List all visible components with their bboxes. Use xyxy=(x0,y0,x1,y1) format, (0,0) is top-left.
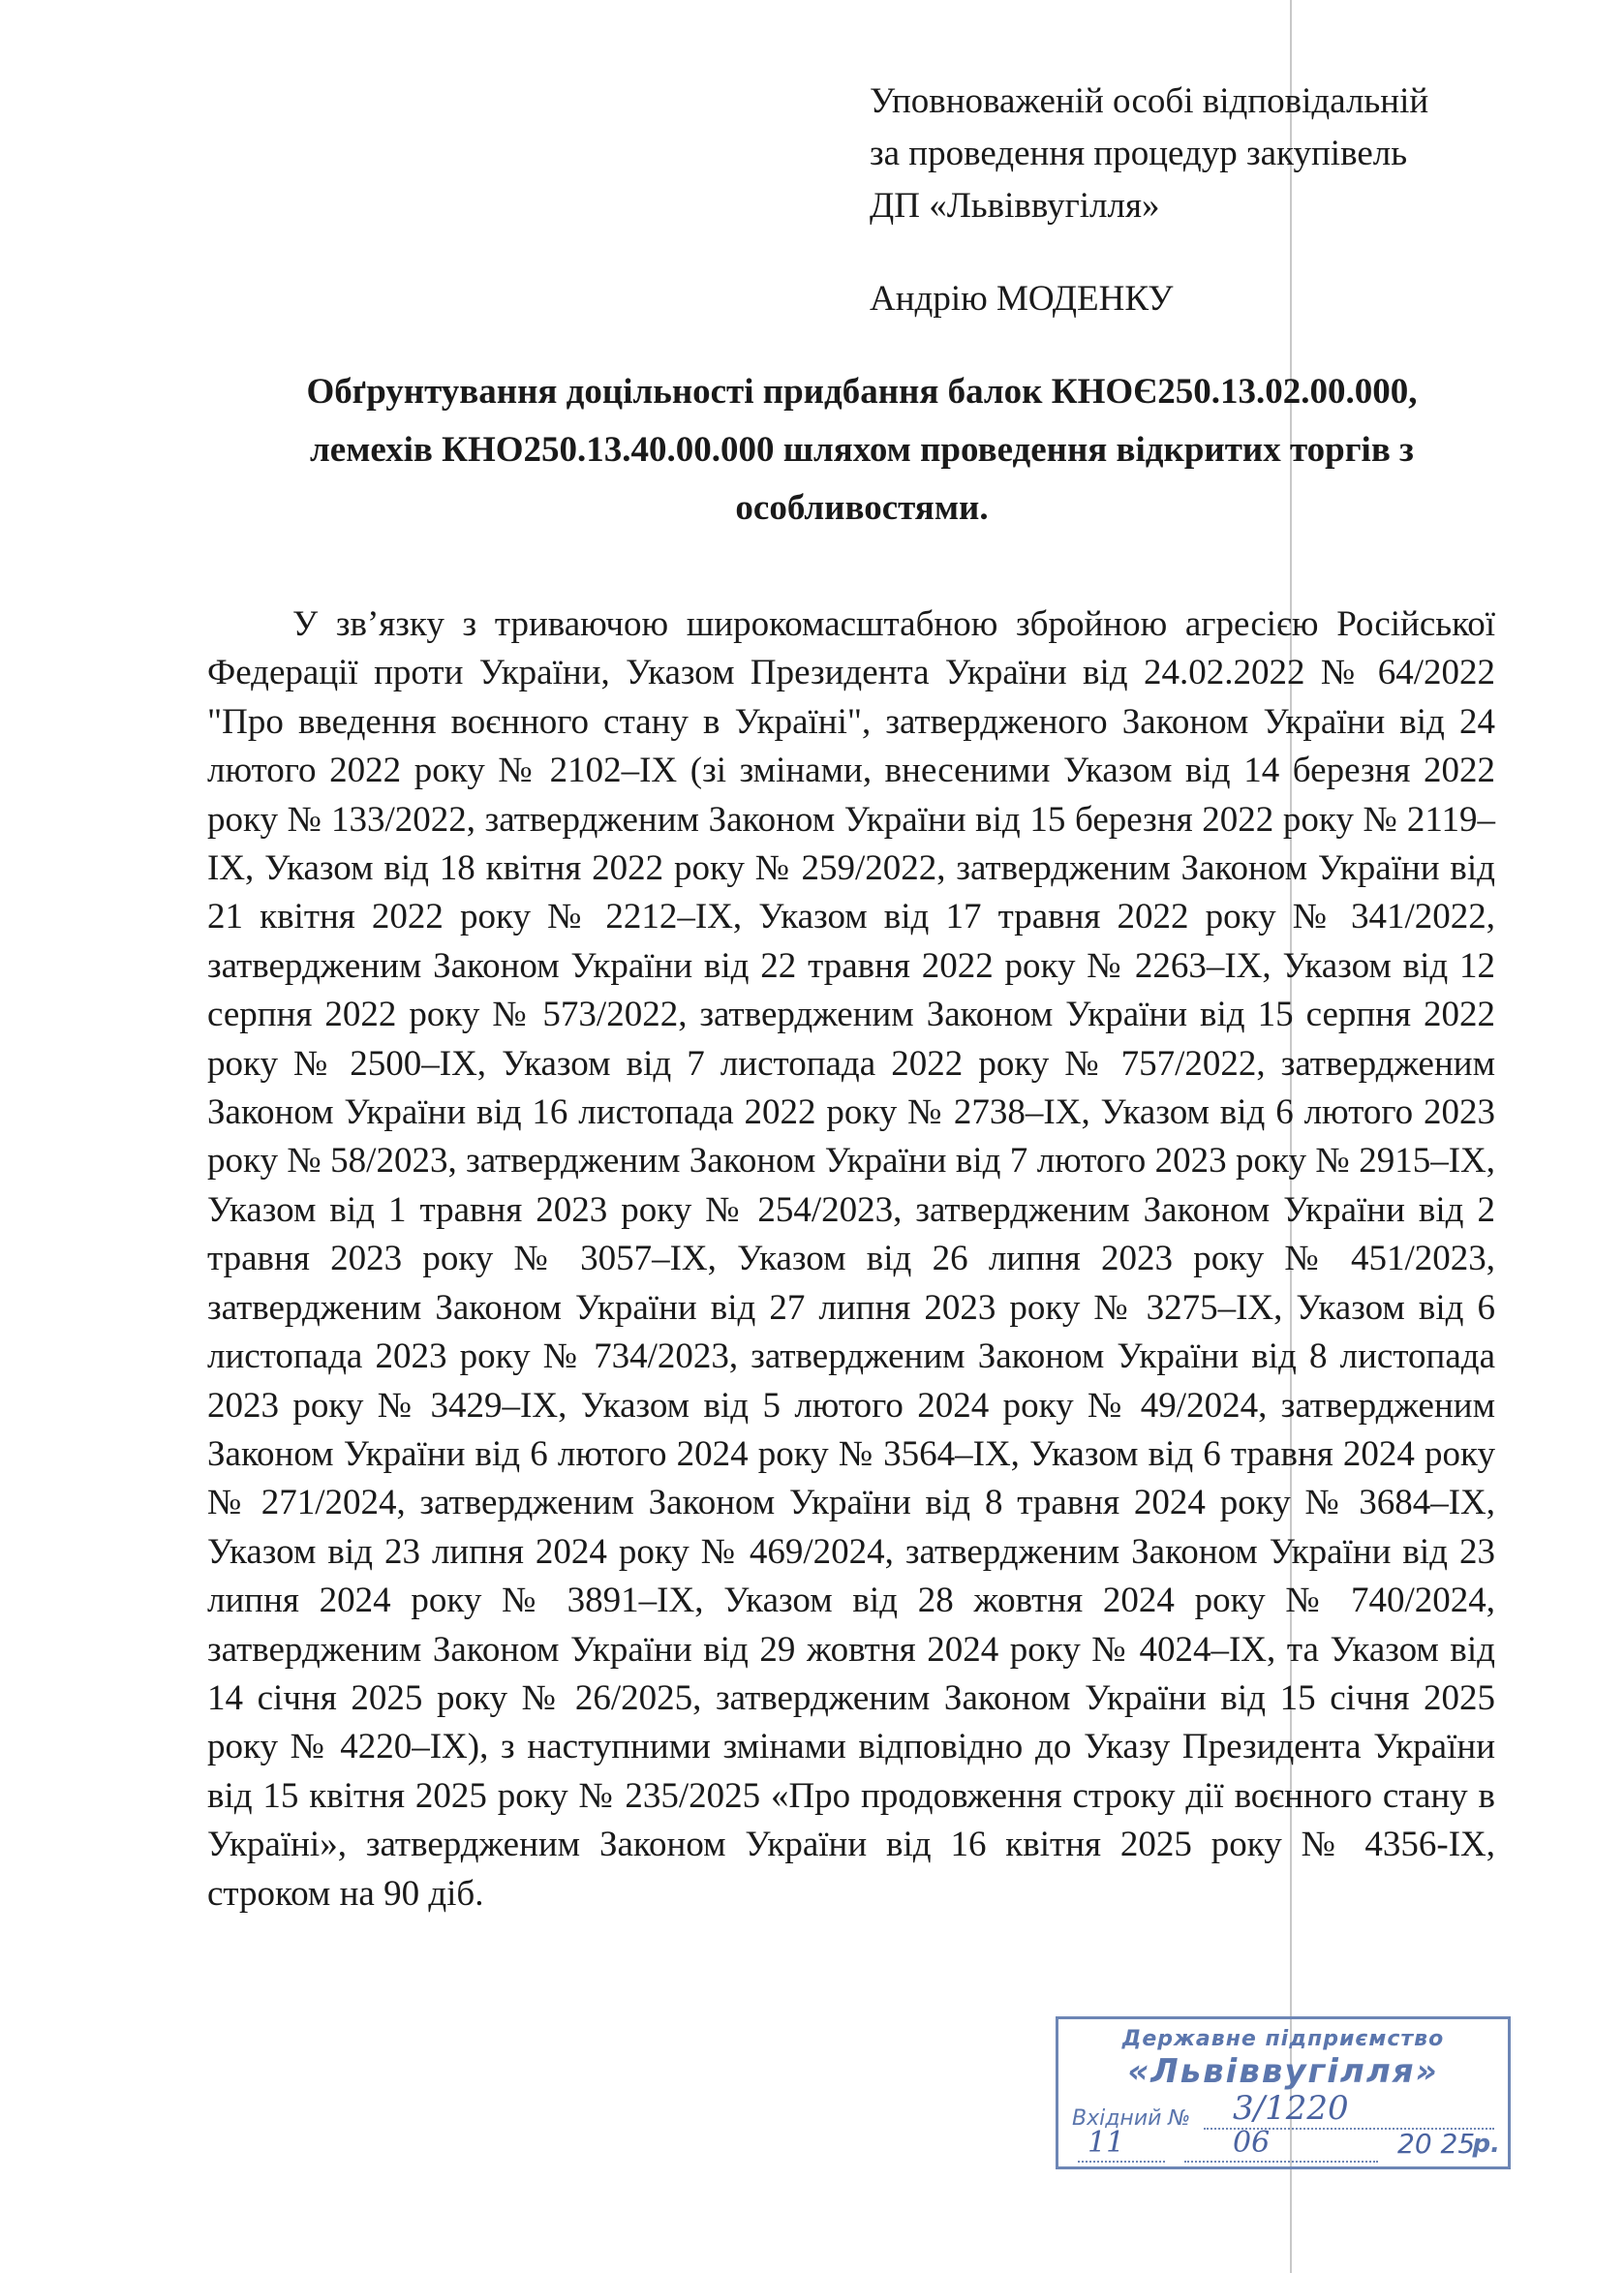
title-line-2: лемехів КНО250.13.40.00.000 шляхом проведення відкритих торгів з xyxy=(310,430,1414,470)
incoming-registration-stamp xyxy=(1056,2016,1511,2169)
stamp-date-day: 11 xyxy=(1088,2126,1125,2160)
stamp-date-year: 20 25 xyxy=(1397,2128,1476,2160)
title-line-1: Обґрунтування доцільності придбання балок КНОЄ250.13.02.00.000, xyxy=(306,372,1418,412)
stamp-header: Державне підприємство xyxy=(1121,2027,1445,2051)
title-line-3: особливостями. xyxy=(735,488,989,528)
stamp-year-suffix: р. xyxy=(1472,2130,1500,2159)
body-paragraph: У зв’язку з триваючою широкомасштабною збройною агресією Російської Федерації проти України, Указом Президента України від 24.02.2022 № 64/2022 "Про введення воєнного стану в Україні", затвердженого Законом України від 24 лютого 2022 року № 2102–IX (зі змінами, внесеними Указом від 14 березня 2022 року № 133/2022, затвердженим Законом України від 15 березня 2022 року № 2119–IX, Указом від 18 квітня 2022 року № 259/2022, затвердженим Законом України від 21 квітня 2022 року № 2212–IX, Указом від 17 травня 2022 року № 341/2022, затвердженим Законом України від 22 травня 2022 року № 2263–IX, Указом від 12 серпня 2022 року № 573/2022, затвердженим Законом України від 15 серпня 2022 року № 2500–IX, Указом від 7 листопада 2022 року № 757/2022, затвердженим Законом України від 16 листопада 2022 року № 2738–IX, Указом від 6 лютого 2023 року № 58/2023, затвердженим Законом України від 7 лютого 2023 року № 2915–IX, Указом від 1 травня 2023 року № 254/2023, затвердженим Законом України від 2 травня 2023 року № 3057–IX, Указом від 26 липня 2023 року № 451/2023, затвердженим Законом України від 27 липня 2023 року № 3275–IX, Указом від 6 листопада 2023 року № 734/2023, затвердженим Законом України від 8 листопада 2023 року № 3429–IX, Указом від 5 лютого 2024 року № 49/2024, затвердженим Законом України від 6 лютого 2024 року № 3564–IX, Указом від 6 травня 2024 року № 271/2024, затвердженим Законом України від 8 травня 2024 року № 3684–IX, Указом від 23 липня 2024 року № 469/2024, затвердженим Законом України від 23 липня 2024 року № 3891–IX, Указом від 28 жовтня 2024 року № 740/2024, затвердженим Законом України від 29 жовтня 2024 року № 4024–IX, та Указом від 14 січня 2025 року № 26/2025, затвердженим Законом України від 15 січня 2025 року № 4220–IX), з наступними змінами відповідно до Указу Президента України від 15 квітня 2025 року № 235/2025 «Про продовження строку дії воєнного стану в Україні», затвердженим Законом України від 16 квітня 2025 року № 4356-IX, строком на 90 діб. xyxy=(207,604,1495,1914)
stamp-day-rule xyxy=(1078,2161,1165,2163)
addressee-block xyxy=(870,76,1428,325)
stamp-incoming-number: 3/1220 xyxy=(1233,2089,1349,2128)
addressee-line-1: Уповноваженій особі відповідальній xyxy=(870,81,1429,121)
document-title xyxy=(232,363,1491,538)
stamp-organization: «Львіввугілля» xyxy=(1127,2052,1439,2091)
stamp-month-rule xyxy=(1184,2161,1378,2163)
addressee-line-2: за проведення процедур закупівель xyxy=(870,134,1408,173)
stamp-date-month: 06 xyxy=(1233,2126,1271,2160)
addressee-name: Андрію МОДЕНКУ xyxy=(870,279,1174,319)
addressee-line-3: ДП «Львіввугілля» xyxy=(870,186,1160,226)
stamp-incoming-label: Вхідний № xyxy=(1072,2106,1191,2131)
